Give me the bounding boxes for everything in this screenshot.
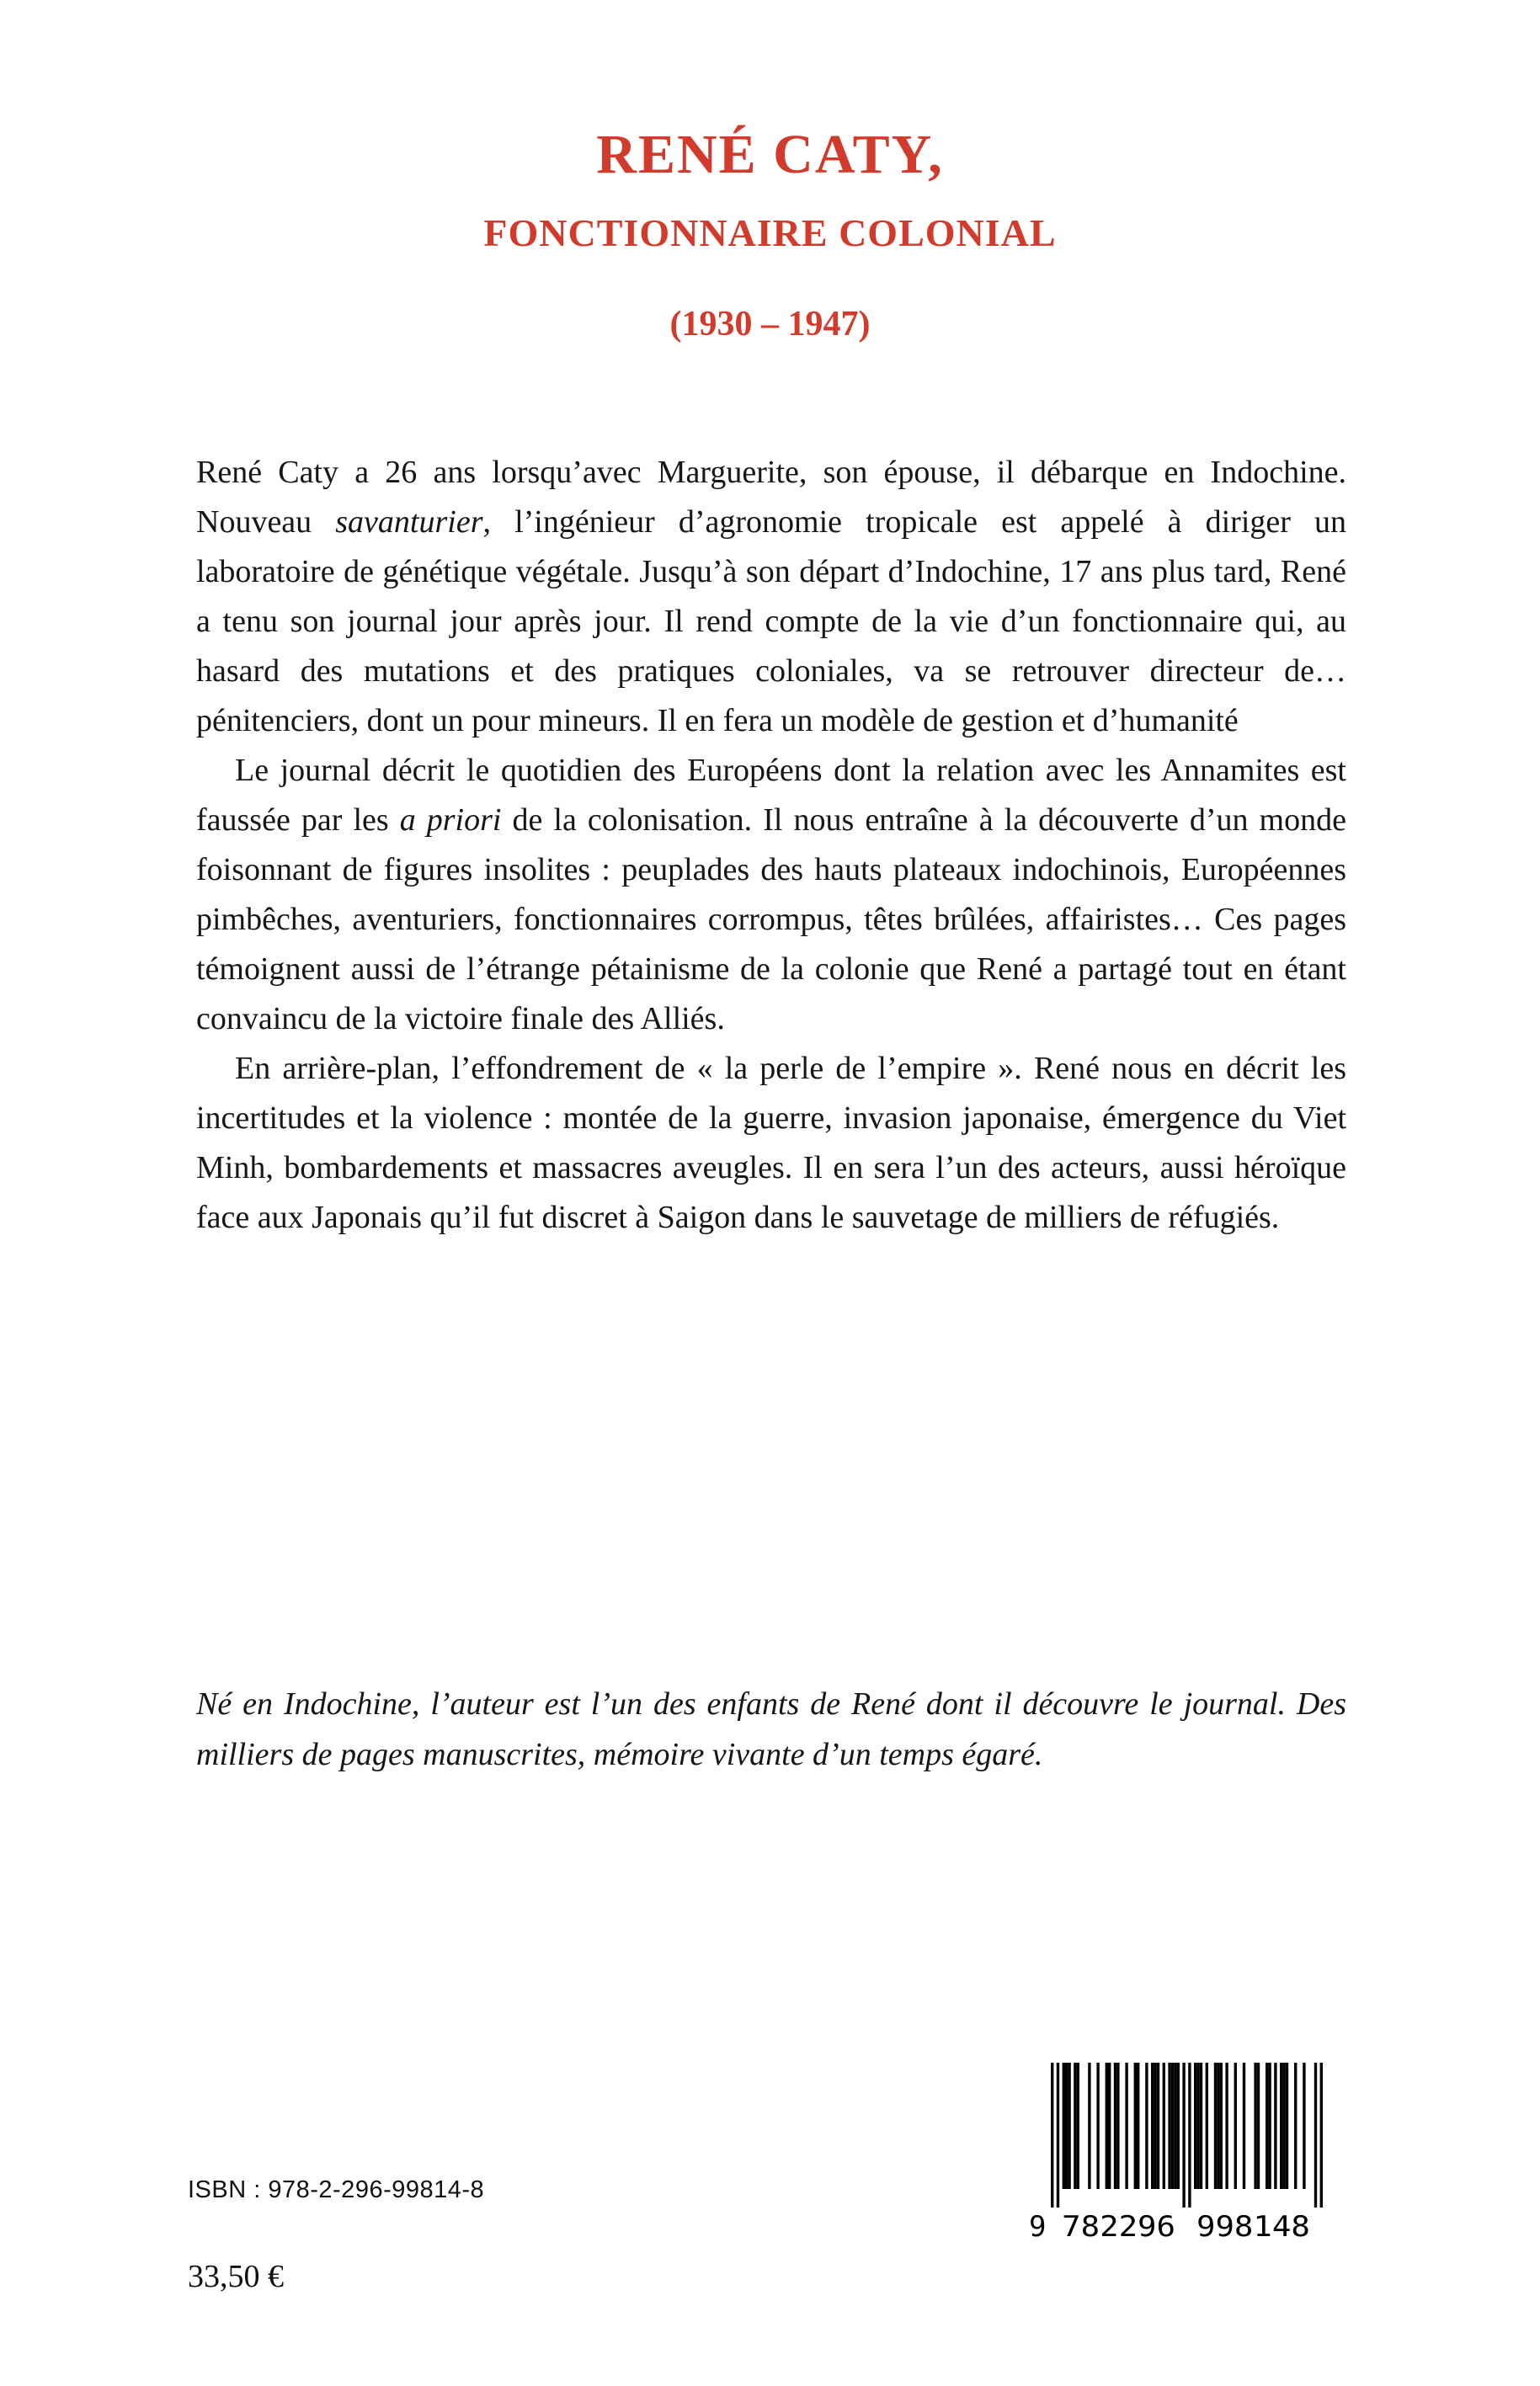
paragraph — [196, 746, 1346, 1044]
barcode — [1029, 2063, 1329, 2243]
svg-text:782296: 782296 — [1062, 2210, 1175, 2243]
paragraph — [196, 448, 1346, 746]
body-paragraphs — [196, 448, 1346, 1243]
isbn-label: ISBN : 978-2-296-99814-8 — [188, 2176, 485, 2203]
text-segment: René Caty a 26 ans lorsqu’avec Marguerite, son épouse, il débarque en Indochine. Nouveau — [196, 455, 1346, 540]
paragraph — [196, 1044, 1346, 1243]
book-title: RENÉ CATY, — [596, 124, 944, 185]
synopsis — [196, 448, 1346, 1243]
author-note: Né en Indochine, l’auteur est l’un des enfants de René dont il découvre le journal. Des milliers de pages manuscrites, mémoire vivante d’un temps égaré. — [196, 1686, 1346, 1772]
text-segment: Le journal décrit le quotidien des Européens dont la relation avec les Annamites est faussée par les — [196, 753, 1346, 838]
text-segment: En arrière-plan, l’effondrement de « la perle de l’empire ». René nous en décrit les incertitudes et la violence : montée de la guerre, invasion japonaise, émergence du Viet Minh, bombardements et massacres aveugles. Il en sera l’un des acteurs, aussi héroïque face aux Japonais qu’il fut discret à Saigon dans le sauvetage de milliers de réfugiés. — [196, 1051, 1346, 1235]
text-segment: savanturier — [335, 504, 483, 540]
svg-text:9: 9 — [1029, 2210, 1047, 2243]
price: 33,50 € — [188, 2259, 284, 2294]
title-block — [0, 123, 1540, 344]
text-segment: , l’ingénieur d’agronomie tropicale est appelé à diriger un laboratoire de génétique végétale. Jusqu’à son départ d’Indochine, 17 ans plus tard, René a tenu son journal jour après jour. Il rend compte de la vie d’un fonctionnaire qui, au hasard des mutations et des pratiques coloniales, va se retrouver directeur de… pénitenciers, dont un pour mineurs. Il en fera un modèle de gestion et d’humanité — [196, 504, 1346, 738]
text-segment: a priori — [399, 802, 502, 838]
text-segment: de la colonisation. Il nous entraîne à la découverte d’un monde foisonnant de figures insolites : peuplades des hauts plateaux indochinois, Européennes pimbêches, aventuriers, fonctionnaires corrompus, têtes brûlées, affairistes… Ces pages témoignent aussi de l’étrange pétainisme de la colonie que René a partagé tout en étant convaincu de la victoire finale des Alliés. — [196, 802, 1346, 1036]
book-years: (1930 – 1947) — [669, 305, 871, 344]
svg-text:998148: 998148 — [1196, 2210, 1310, 2243]
book-subtitle: FONCTIONNAIRE COLONIAL — [483, 211, 1057, 254]
